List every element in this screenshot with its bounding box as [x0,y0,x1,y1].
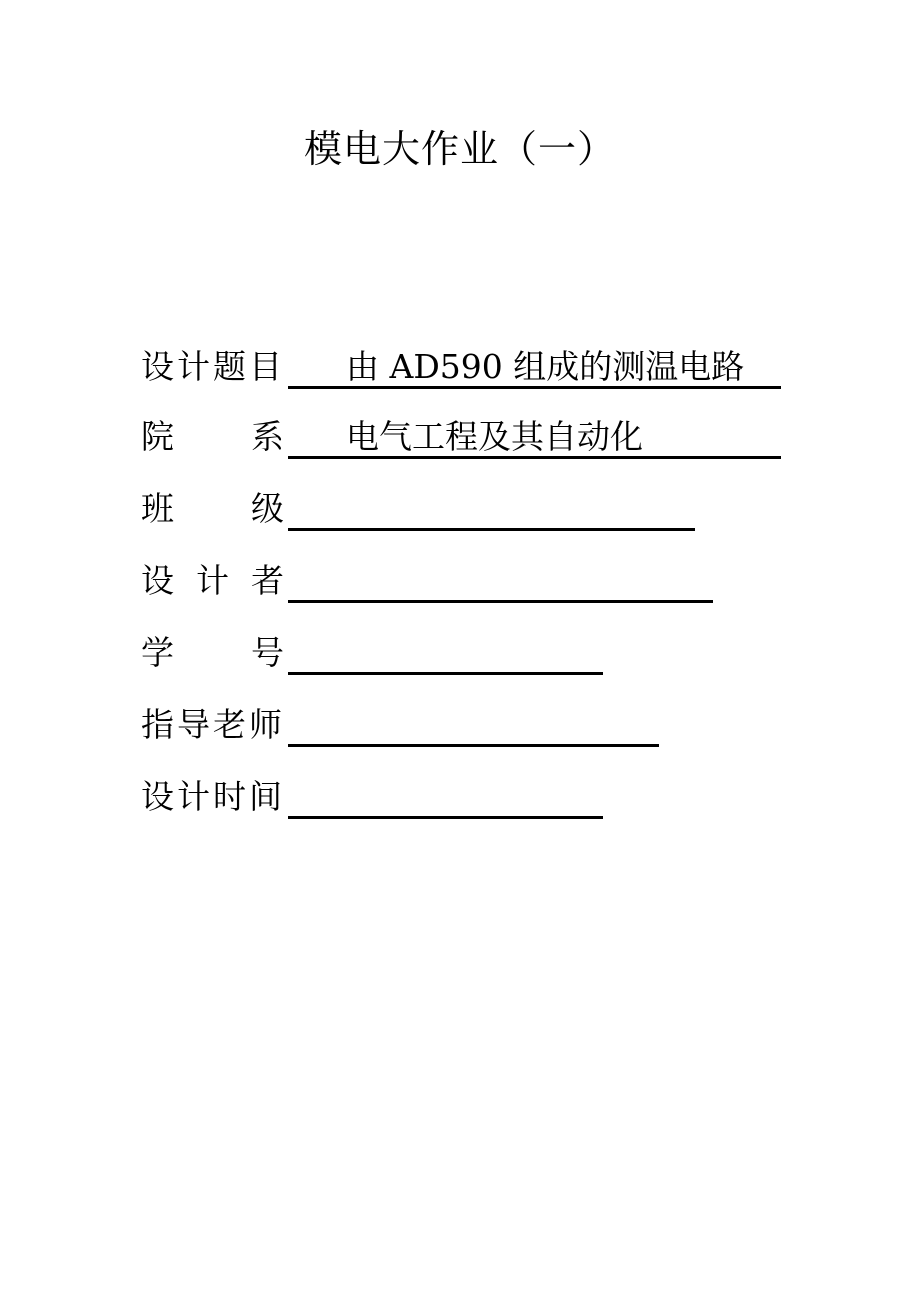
field-input-student-id[interactable] [288,631,603,675]
label-char: 导 [177,705,210,744]
label-char: 间 [249,777,282,816]
field-input-designer[interactable] [288,559,713,603]
field-input-class[interactable] [288,487,695,531]
field-input-advisor[interactable] [288,703,659,747]
label-char: 设 [141,347,174,386]
field-input-design-time[interactable] [288,775,603,819]
field-value-design-topic: 由 AD590 组成的测温电路 [346,347,745,386]
label-char: 师 [249,705,282,744]
label-char: 设 [141,777,174,816]
field-label-student-id [141,631,288,675]
label-char: 时 [213,777,246,816]
label-char: 计 [177,777,210,816]
field-label-department [141,415,288,459]
label-char: 指 [141,705,174,744]
field-value-department: 电气工程及其自动化 [346,417,643,456]
label-char: 设 [141,561,174,600]
label-char: 计 [196,561,229,600]
field-input-department[interactable] [288,415,781,459]
field-label-advisor [141,703,288,747]
label-char: 者 [251,561,284,600]
label-char: 老 [213,705,246,744]
label-char: 号 [251,633,284,672]
label-char: 系 [251,417,284,456]
label-char: 学 [141,633,174,672]
label-char: 目 [249,347,282,386]
label-char: 级 [251,489,284,528]
field-label-class [141,487,288,531]
field-label-designer [141,559,288,603]
label-char: 班 [141,489,174,528]
field-label-design-topic [141,345,288,389]
label-char: 题 [213,347,246,386]
label-char: 院 [141,417,174,456]
label-char: 计 [177,347,210,386]
field-label-design-time [141,775,288,819]
field-input-design-topic[interactable] [288,345,781,389]
document-title: 模电大作业（一） [303,127,616,171]
